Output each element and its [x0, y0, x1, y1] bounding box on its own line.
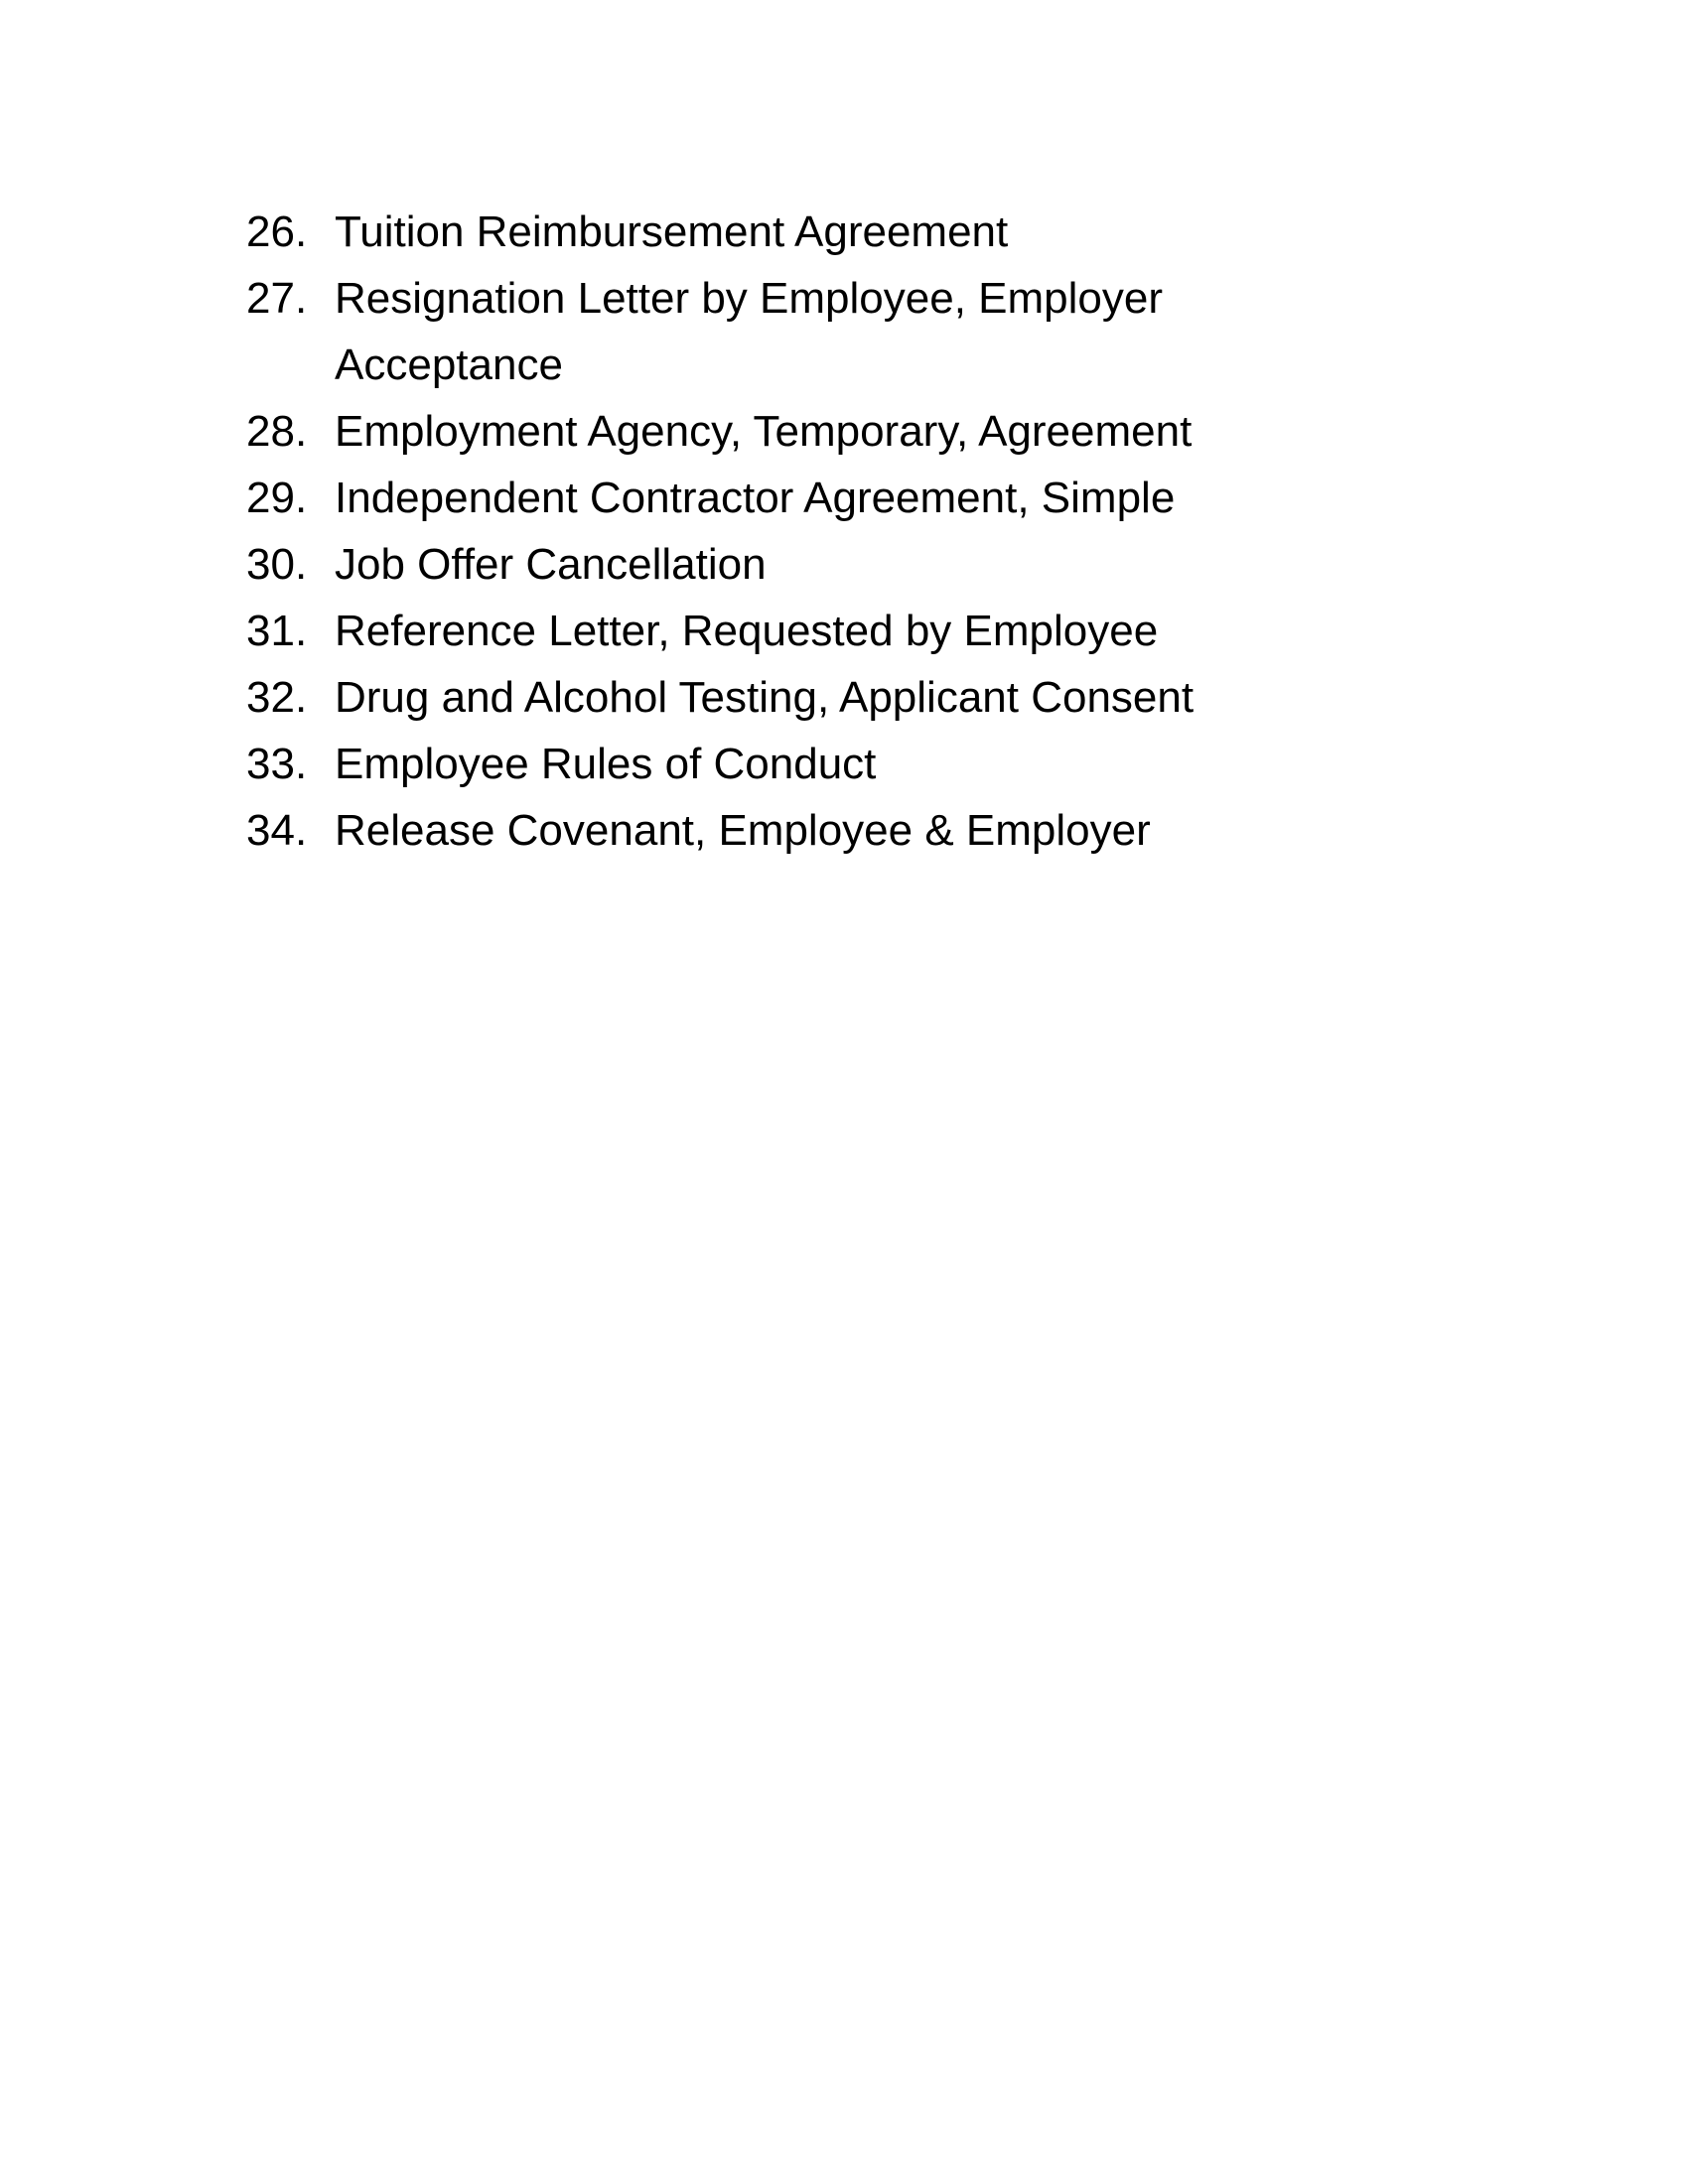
item-number: 28. — [246, 407, 308, 456]
list-item — [246, 465, 1438, 531]
item-text: Employment Agency, Temporary, Agreement — [335, 407, 1193, 456]
item-text: Resignation Letter by Employee, Employer Acceptance — [335, 274, 1163, 389]
item-number: 33. — [246, 740, 308, 788]
item-text: Reference Letter, Requested by Employee — [335, 607, 1159, 655]
list-item — [246, 797, 1438, 864]
list-item — [246, 199, 1438, 265]
item-text: Release Covenant, Employee & Employer — [335, 806, 1151, 855]
item-number: 31. — [246, 607, 308, 655]
item-text: Drug and Alcohol Testing, Applicant Consent — [335, 673, 1195, 722]
item-text: Job Offer Cancellation — [335, 540, 767, 589]
item-text: Employee Rules of Conduct — [335, 740, 877, 788]
list-item — [246, 398, 1438, 465]
item-number: 26. — [246, 207, 308, 256]
item-number: 32. — [246, 673, 308, 722]
list-item — [246, 731, 1438, 797]
list-item — [246, 598, 1438, 664]
item-number: 27. — [246, 274, 308, 323]
list-item — [246, 664, 1438, 731]
item-number: 29. — [246, 474, 308, 522]
item-text: Tuition Reimbursement Agreement — [335, 207, 1009, 256]
numbered-list — [246, 199, 1438, 864]
list-item — [246, 531, 1438, 598]
item-text: Independent Contractor Agreement, Simple — [335, 474, 1176, 522]
list-item — [246, 265, 1438, 398]
item-number: 34. — [246, 806, 308, 855]
item-number: 30. — [246, 540, 308, 589]
